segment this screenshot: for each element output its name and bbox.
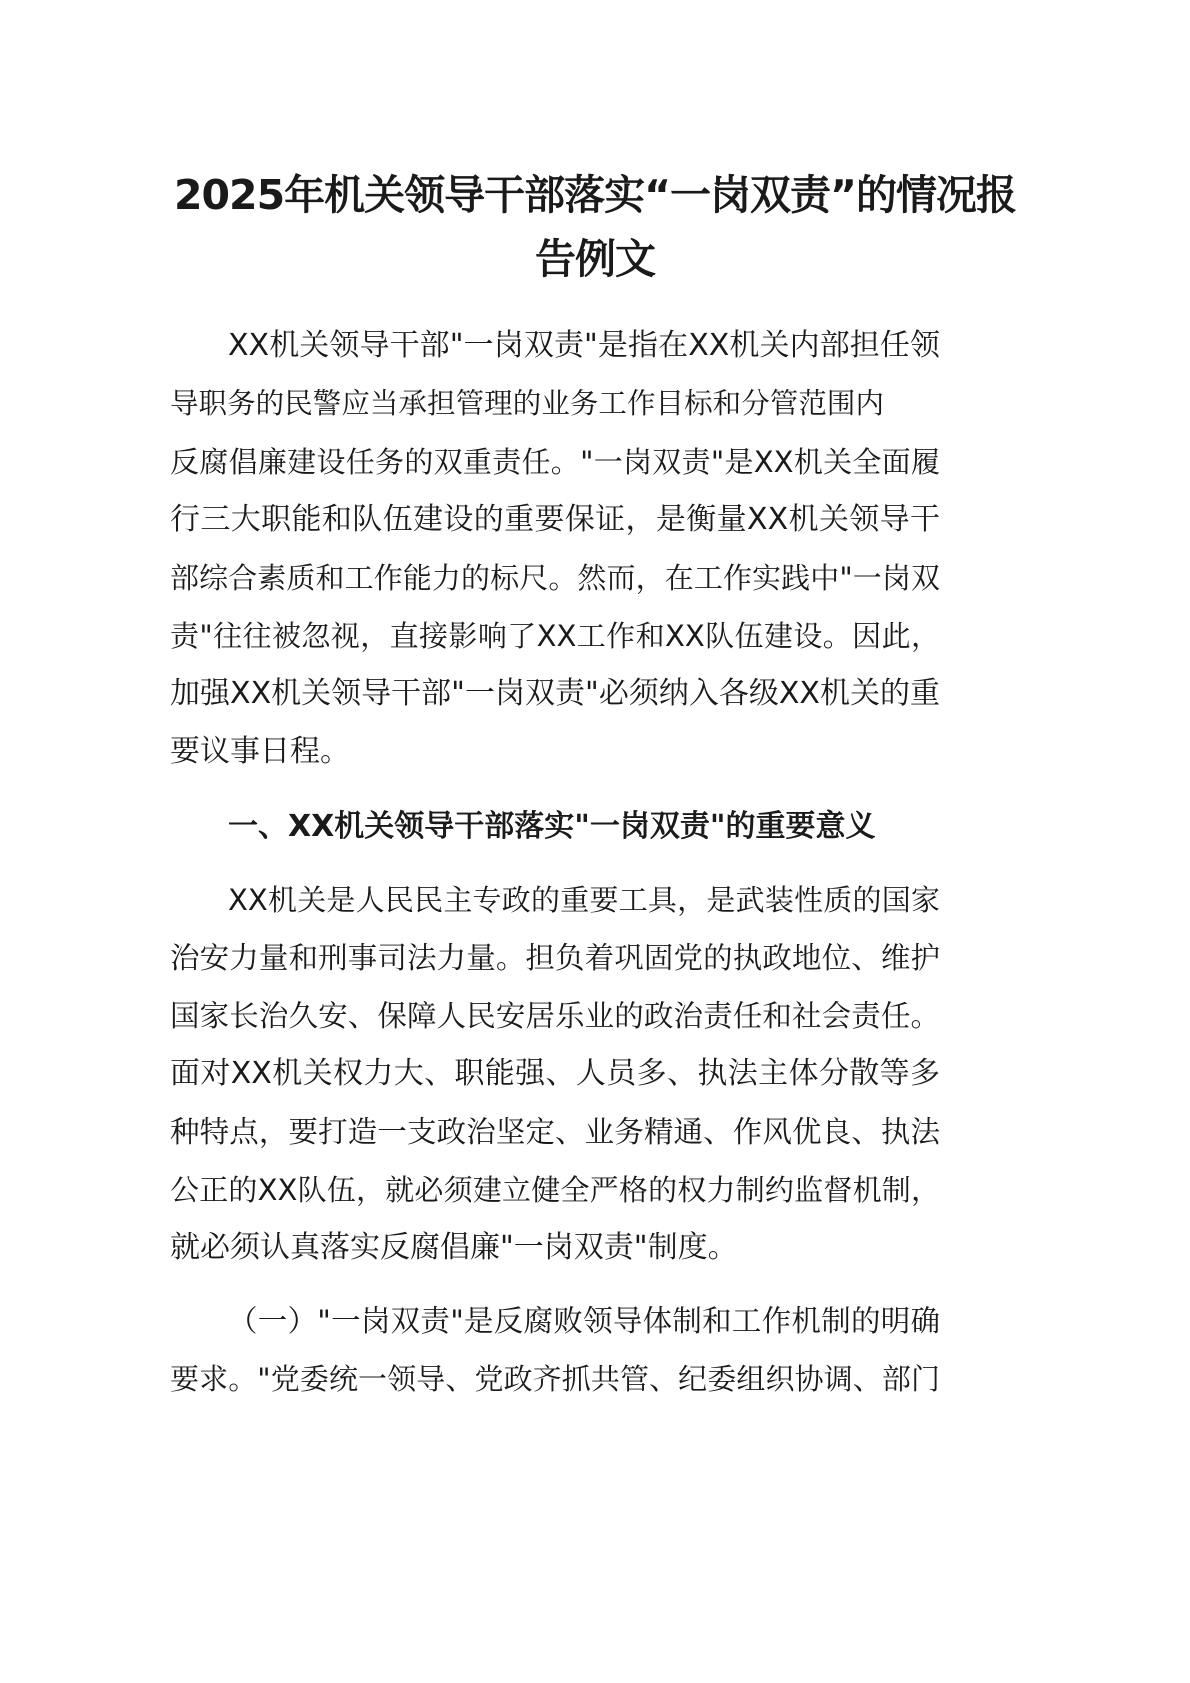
paragraph-1-line: 导职务的民警应当承担管理的业务工作目标和分管范围内 [170, 387, 884, 420]
paragraph-2-line: 公正的XX队伍，就必须建立健全严格的权力制约监督机制， [170, 1173, 940, 1207]
document-title-line-2: 告例文 [535, 235, 655, 283]
paragraph-2-line: 国家长治久安、保障人民安居乐业的政治责任和社会责任。 [170, 999, 940, 1033]
paragraph-1-line: 行三大职能和队伍建设的重要保证，是衡量XX机关领导干 [170, 502, 940, 537]
paragraph-1-line: 责"往往被忽视，直接影响了XX工作和XX队伍建设。因此， [170, 619, 940, 653]
paragraph-2-line: 就必须认真落实反腐倡廉"一岗双责"制度。 [170, 1230, 738, 1265]
document-title-line-1: 2025年机关领导干部落实“一岗双责”的情况报 [173, 171, 1016, 219]
paragraph-2-line: 面对XX机关权力大、职能强、人员多、执法主体分散等多 [170, 1056, 940, 1091]
paragraph-1-line: 反腐倡廉建设任务的双重责任。"一岗双责"是XX机关全面履 [170, 445, 940, 479]
section-heading-1: 一、XX机关领导干部落实"一岗双责"的重要意义 [228, 809, 876, 844]
paragraph-3-line: （一）"一岗双责"是反腐败领导体制和工作机制的明确 [228, 1304, 940, 1338]
paragraph-1-line: 要议事日程。 [170, 734, 350, 769]
paragraph-1-line: 部综合素质和工作能力的标尺。然而，在工作实践中"一岗双 [170, 561, 940, 595]
paragraph-2-line: XX机关是人民民主专政的重要工具，是武装性质的国家 [228, 883, 940, 917]
paragraph-1-line: XX机关领导干部"一岗双责"是指在XX机关内部担任领 [228, 328, 940, 363]
paragraph-2-line: 种特点，要打造一支政治坚定、业务精通、作风优良、执法 [170, 1115, 940, 1149]
paragraph-1-line: 加强XX机关领导干部"一岗双责"必须纳入各级XX机关的重 [170, 676, 940, 711]
paragraph-3-line: 要求。"党委统一领导、党政齐抓共管、纪委组织协调、部门 [170, 1362, 940, 1396]
paragraph-2-line: 治安力量和刑事司法力量。担负着巩固党的执政地位、维护 [170, 941, 940, 975]
